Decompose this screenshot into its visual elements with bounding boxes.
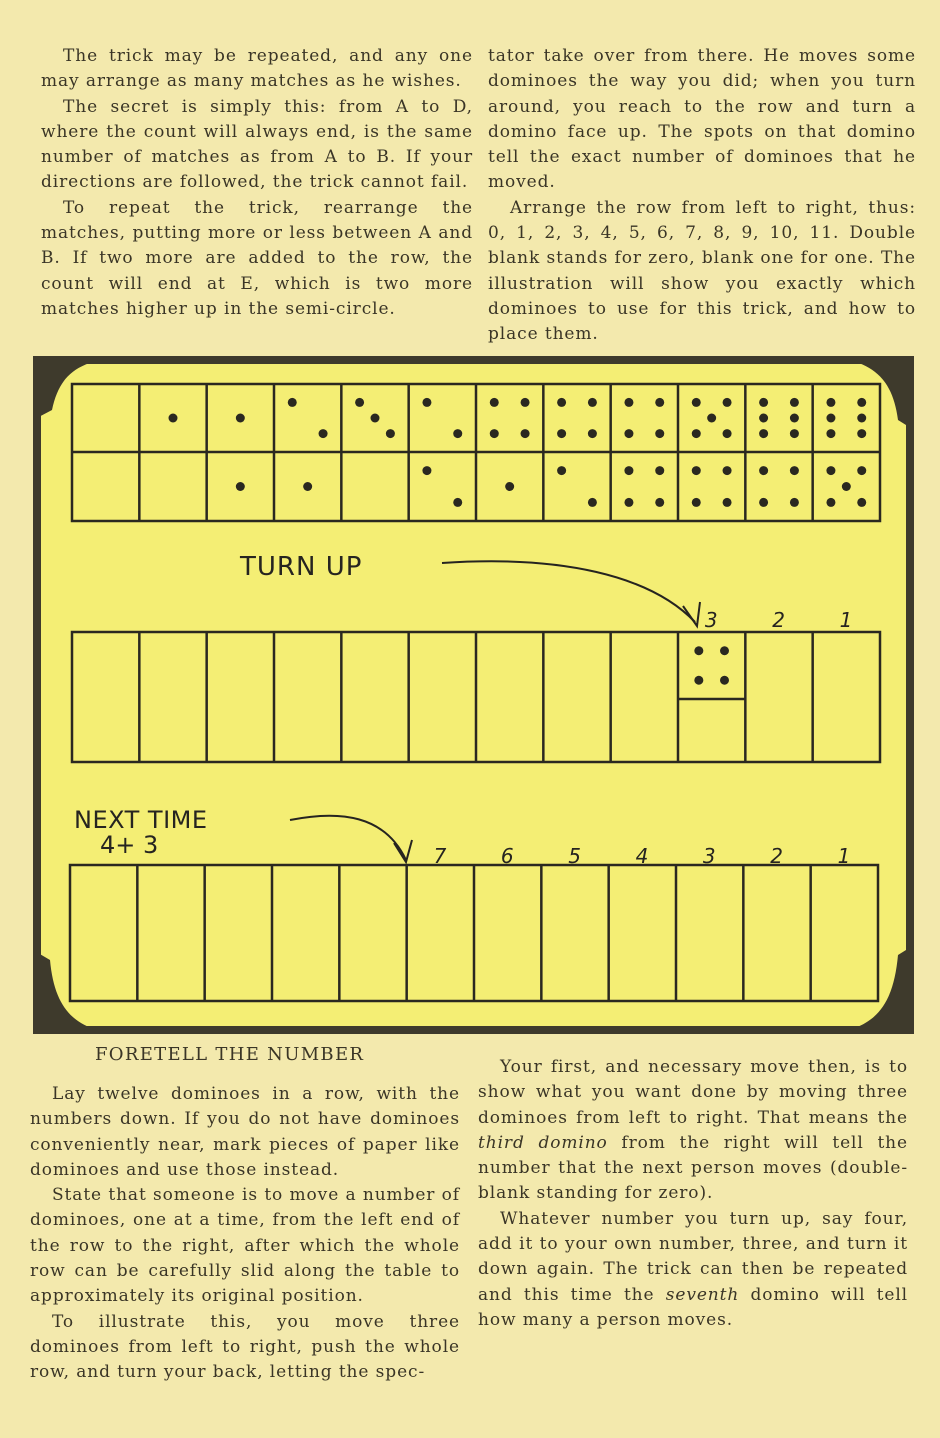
domino-pip <box>857 414 866 423</box>
domino-pip <box>759 398 768 407</box>
domino-pip <box>624 429 633 438</box>
domino-pip <box>857 466 866 475</box>
domino-pip <box>826 498 835 507</box>
domino-pip <box>453 498 462 507</box>
domino-pip <box>692 498 701 507</box>
domino-pip <box>842 482 851 491</box>
domino-pip <box>557 398 566 407</box>
paragraph <box>478 1207 908 1333</box>
domino-pip <box>655 498 664 507</box>
domino-pip <box>505 482 514 491</box>
domino-position-number: 2 <box>770 844 784 868</box>
text-run: Your first, and necessary move then, is to show what you want done by moving three dominoes from left to right. That means the <box>478 1057 908 1128</box>
domino-pip <box>720 646 729 655</box>
domino-pip <box>694 676 703 685</box>
domino-pip <box>723 498 732 507</box>
domino-position-number: 3 <box>704 608 718 632</box>
domino-pip <box>857 429 866 438</box>
text-run: from the right will tell the number that the next person moves (double-blank standing for zero). <box>478 1132 908 1204</box>
bottom-left-column <box>30 1082 460 1386</box>
domino-pip <box>557 466 566 475</box>
next-time-label: NEXT TIME <box>74 806 208 834</box>
paragraph: State that someone is to move a number of dominoes, one at a time, from the left end of the row to the right, after which the whole row can be carefully slid along the table to approximately its original position. <box>30 1185 460 1307</box>
domino-position-number: 7 <box>433 844 447 868</box>
domino-pip <box>707 414 716 423</box>
domino-pip <box>490 398 499 407</box>
domino-pip <box>723 429 732 438</box>
domino-pip <box>521 429 530 438</box>
domino-pip <box>624 466 633 475</box>
domino-pip <box>723 398 732 407</box>
domino-pip <box>422 398 431 407</box>
domino-pip <box>169 414 178 423</box>
domino-pip <box>826 466 835 475</box>
next-time-sum: 4+ 3 <box>100 831 159 859</box>
domino-pip <box>790 398 799 407</box>
emphasis: third domino <box>478 1132 608 1153</box>
paragraph: To illustrate this, you move three dominoes from left to right, push the whole row, and turn your back, letting the spec- <box>30 1311 460 1383</box>
bottom-right-column <box>478 1055 908 1333</box>
domino-position-number: 3 <box>702 844 716 868</box>
domino-pip <box>759 429 768 438</box>
paragraph: Lay twelve dominoes in a row, with the numbers down. If you do not have dominoes conveniently near, mark pieces of paper like dominoes and use those instead. <box>30 1084 460 1180</box>
domino-pip <box>588 498 597 507</box>
domino-pip <box>790 414 799 423</box>
domino-pip <box>624 498 633 507</box>
domino-position-number: 2 <box>772 608 786 632</box>
domino-pip <box>386 429 395 438</box>
domino-pip <box>790 466 799 475</box>
domino-pip <box>692 398 701 407</box>
domino-pip <box>759 498 768 507</box>
paragraph: To repeat the trick, rearrange the matches, putting more or less between A and B. If two more are added to the row, the count will end at E, which is two more matches higher up in the semi-circle. <box>41 197 473 319</box>
domino-pip <box>371 414 380 423</box>
paragraph: Arrange the row from left to right, thus: 0, 1, 2, 3, 4, 5, 6, 7, 8, 9, 10, 11. Double blank stands for zero, blank one for one. The illustration will show you exactly which dominoes to use for this trick, and how to place them. <box>488 197 916 345</box>
domino-pip <box>857 498 866 507</box>
text-run: domino will tell how many a person moves. <box>478 1284 909 1330</box>
domino-position-number: 1 <box>837 844 851 868</box>
domino-pip <box>236 414 245 423</box>
domino-position-number: 5 <box>568 844 582 868</box>
paragraph: The secret is simply this: from A to D, where the count will always end, is the same number of matches as from A to B. If your directions are followed, the trick cannot fail. <box>41 96 473 193</box>
domino-pip <box>236 482 245 491</box>
domino-position-number: 6 <box>500 844 514 868</box>
domino-pip <box>355 398 364 407</box>
domino-pip <box>790 498 799 507</box>
domino-pip <box>826 429 835 438</box>
domino-pip <box>557 429 566 438</box>
domino-pip <box>655 429 664 438</box>
domino-pip <box>857 398 866 407</box>
domino-pip <box>759 466 768 475</box>
emphasis: seventh <box>665 1284 740 1305</box>
domino-pip <box>319 429 328 438</box>
domino-pip <box>422 466 431 475</box>
domino-pip <box>692 429 701 438</box>
domino-pip <box>694 646 703 655</box>
domino-pip <box>490 429 499 438</box>
section-heading: FORETELL THE NUMBER <box>95 1044 365 1065</box>
domino-pip <box>790 429 799 438</box>
domino-pip <box>624 398 633 407</box>
domino-pip <box>692 466 701 475</box>
paragraph: tator take over from there. He moves some dominoes the way you did; when you turn around, you reach to the row and turn a domino face up. The spots on that domino tell the exact number of dominoes that he moved. <box>488 46 916 193</box>
domino-position-number: 4 <box>635 844 649 868</box>
domino-pip <box>521 398 530 407</box>
domino-pip <box>588 429 597 438</box>
domino-pip <box>288 398 297 407</box>
domino-pip <box>453 429 462 438</box>
domino-pip <box>723 466 732 475</box>
domino-pip <box>826 398 835 407</box>
paragraph: The trick may be repeated, and any one may arrange as many matches as he wishes. <box>41 46 473 92</box>
text-run: Whatever number you turn up, say four, add it to your own number, three, and turn it down again. The trick can then be repeated and this time the <box>478 1208 908 1305</box>
domino-pip <box>655 466 664 475</box>
domino-pip <box>759 414 768 423</box>
domino-pip <box>826 414 835 423</box>
paragraph <box>478 1055 908 1207</box>
domino-position-number: 1 <box>839 608 853 632</box>
domino-pip <box>655 398 664 407</box>
turn-up-label: TURN UP <box>240 552 363 582</box>
domino-pip <box>303 482 312 491</box>
domino-pip <box>720 676 729 685</box>
domino-pip <box>588 398 597 407</box>
